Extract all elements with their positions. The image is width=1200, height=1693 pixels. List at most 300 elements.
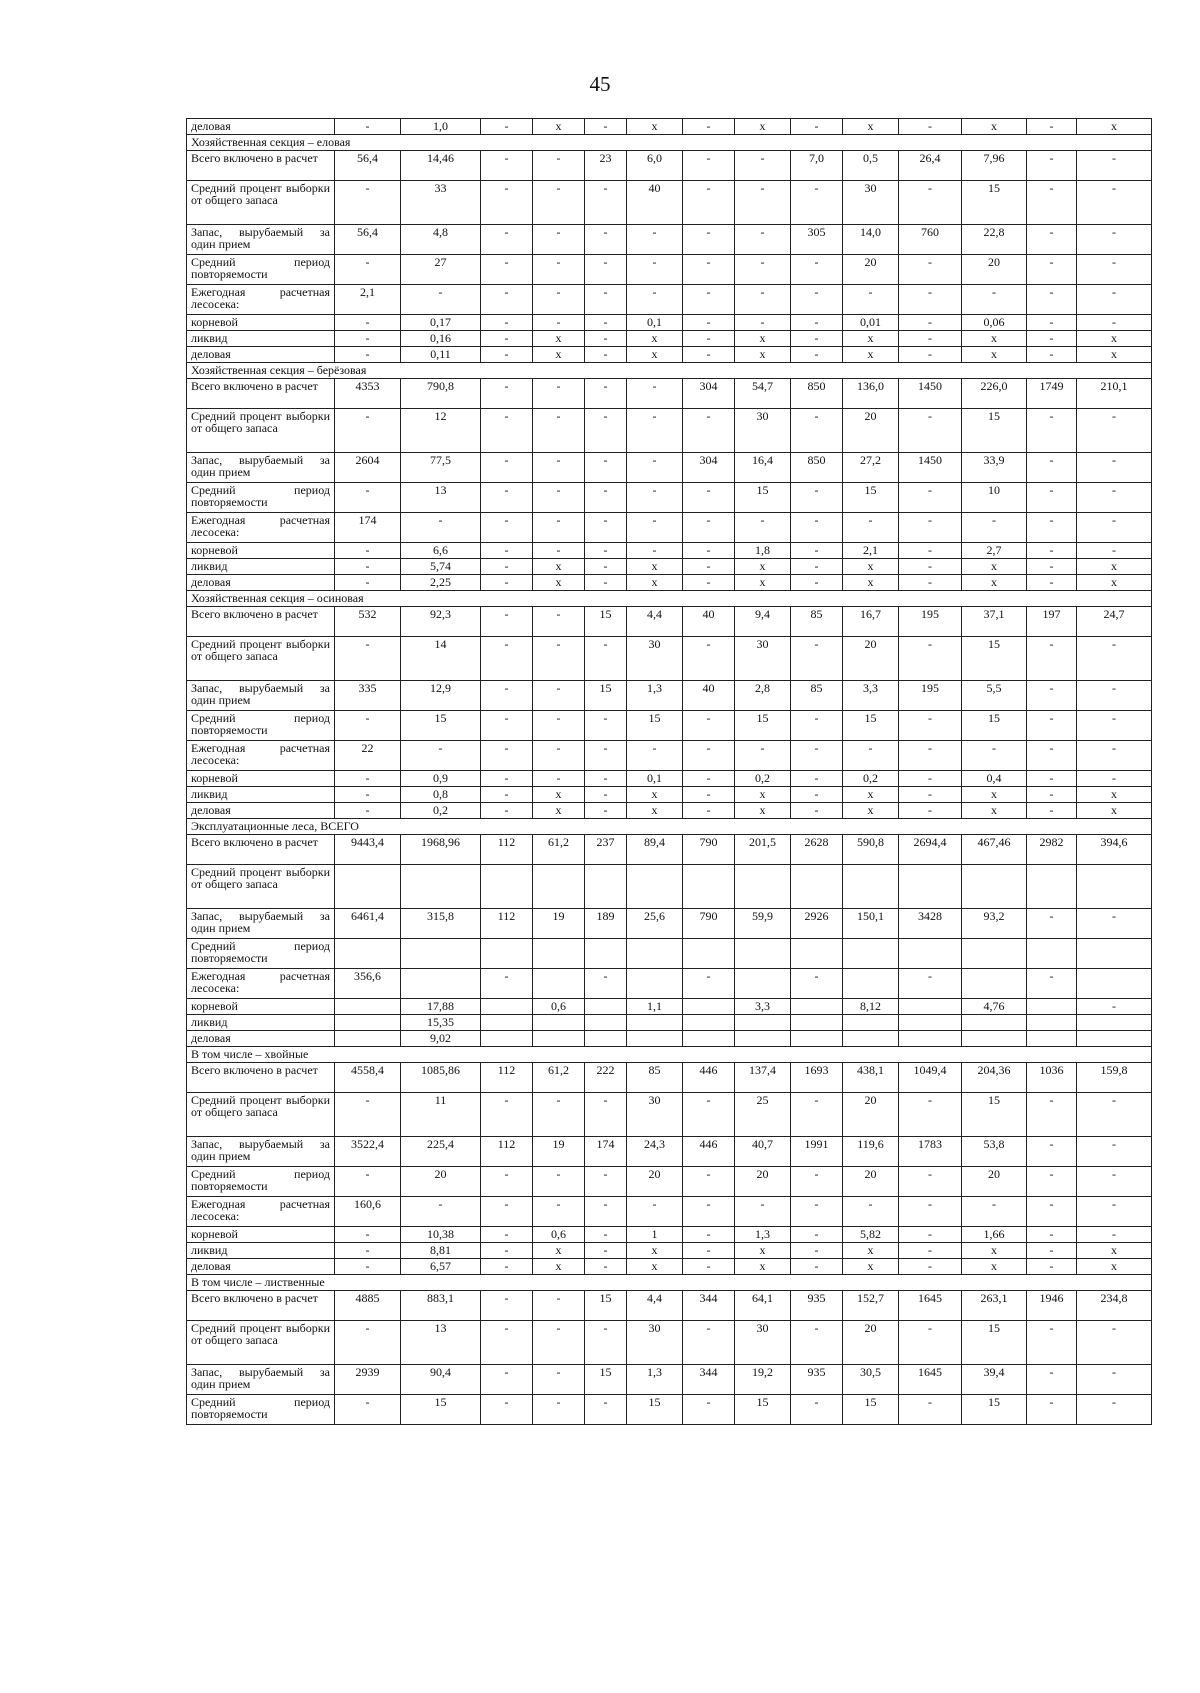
table-cell: -: [843, 741, 899, 771]
row-label: ликвид: [187, 787, 335, 803]
table-cell: 225,4: [401, 1137, 481, 1167]
table-row: [187, 1259, 1152, 1275]
table-cell: [791, 1031, 843, 1047]
table-cell: [962, 939, 1027, 969]
table-row: [187, 909, 1152, 939]
table-cell: 4558,4: [335, 1063, 401, 1093]
table-cell: х: [627, 331, 683, 347]
table-cell: 2628: [791, 835, 843, 865]
table-cell: 356,6: [335, 969, 401, 999]
table-row: [187, 1227, 1152, 1243]
table-cell: 15: [843, 483, 899, 513]
table-cell: -: [791, 315, 843, 331]
table-cell: 1036: [1027, 1063, 1077, 1093]
table-cell: -: [1077, 1365, 1152, 1395]
table-cell: -: [401, 285, 481, 315]
table-cell: -: [1027, 681, 1077, 711]
row-label: Средний период повторяемости: [187, 1167, 335, 1197]
table-cell: -: [481, 1291, 533, 1321]
table-body: [187, 119, 1152, 1425]
table-cell: -: [533, 1093, 585, 1137]
table-cell: -: [1077, 151, 1152, 181]
row-label: ликвид: [187, 559, 335, 575]
table-cell: -: [1027, 347, 1077, 363]
table-cell: -: [683, 513, 735, 543]
row-label: Запас, вырубаемый за один прием: [187, 1137, 335, 1167]
table-cell: х: [962, 1243, 1027, 1259]
table-cell: 112: [481, 835, 533, 865]
table-cell: -: [791, 1243, 843, 1259]
table-cell: 467,46: [962, 835, 1027, 865]
table-cell: -: [585, 285, 627, 315]
table-cell: -: [481, 681, 533, 711]
table-cell: 15: [627, 1395, 683, 1425]
table-cell: 15: [585, 1291, 627, 1321]
table-cell: -: [683, 575, 735, 591]
table-cell: 0,4: [962, 771, 1027, 787]
table-cell: -: [585, 1227, 627, 1243]
row-label: Всего включено в расчет: [187, 607, 335, 637]
table-cell: -: [791, 181, 843, 225]
table-cell: [585, 1015, 627, 1031]
table-cell: 15: [962, 637, 1027, 681]
table-cell: -: [791, 741, 843, 771]
table-cell: 0,2: [401, 803, 481, 819]
table-cell: 9443,4: [335, 835, 401, 865]
row-label: Средний процент выборки от общего запаса: [187, 1093, 335, 1137]
row-label: Средний период повторяемости: [187, 711, 335, 741]
table-cell: х: [843, 347, 899, 363]
table-cell: [533, 1015, 585, 1031]
table-cell: -: [585, 543, 627, 559]
table-row: [187, 483, 1152, 513]
table-row: [187, 1395, 1152, 1425]
table-cell: 0,16: [401, 331, 481, 347]
table-cell: х: [962, 331, 1027, 347]
table-cell: -: [585, 181, 627, 225]
table-cell: -: [899, 711, 962, 741]
table-cell: -: [627, 285, 683, 315]
table-cell: -: [585, 409, 627, 453]
table-cell: 4885: [335, 1291, 401, 1321]
table-cell: -: [899, 969, 962, 999]
table-cell: 13: [401, 483, 481, 513]
table-cell: 2,7: [962, 543, 1027, 559]
table-cell: -: [533, 1321, 585, 1365]
row-label: корневой: [187, 1227, 335, 1243]
table-cell: 344: [683, 1291, 735, 1321]
table-cell: 1,8: [735, 543, 791, 559]
table-cell: -: [585, 453, 627, 483]
table-cell: -: [899, 255, 962, 285]
table-cell: 20: [843, 637, 899, 681]
table-cell: -: [627, 483, 683, 513]
table-cell: -: [683, 1093, 735, 1137]
section-header-row: [187, 363, 1152, 379]
table-cell: -: [585, 255, 627, 285]
table-cell: х: [843, 119, 899, 135]
table-cell: -: [481, 379, 533, 409]
table-cell: -: [899, 181, 962, 225]
table-row: [187, 543, 1152, 559]
row-label: ликвид: [187, 1015, 335, 1031]
row-label: Всего включено в расчет: [187, 1291, 335, 1321]
table-cell: 4,4: [627, 1291, 683, 1321]
table-cell: [791, 865, 843, 909]
table-cell: -: [335, 803, 401, 819]
table-cell: -: [481, 607, 533, 637]
row-label: корневой: [187, 543, 335, 559]
table-cell: -: [335, 1243, 401, 1259]
table-cell: 237: [585, 835, 627, 865]
table-cell: 0,2: [843, 771, 899, 787]
table-cell: 15: [843, 1395, 899, 1425]
row-label: Запас, вырубаемый за один прием: [187, 681, 335, 711]
row-label: Запас, вырубаемый за один прием: [187, 909, 335, 939]
table-row: [187, 607, 1152, 637]
table-cell: -: [683, 803, 735, 819]
table-cell: [481, 1015, 533, 1031]
table-cell: [401, 969, 481, 999]
table-cell: 935: [791, 1365, 843, 1395]
table-cell: 1,3: [627, 681, 683, 711]
table-cell: -: [791, 119, 843, 135]
table-cell: -: [335, 483, 401, 513]
table-cell: 222: [585, 1063, 627, 1093]
table-cell: -: [1027, 575, 1077, 591]
table-row: [187, 865, 1152, 909]
table-cell: -: [683, 347, 735, 363]
table-cell: 40: [683, 681, 735, 711]
table-cell: -: [1027, 711, 1077, 741]
table-cell: 20: [843, 1093, 899, 1137]
table-cell: -: [899, 347, 962, 363]
table-cell: 20: [843, 255, 899, 285]
table-cell: -: [791, 513, 843, 543]
table-cell: 19,2: [735, 1365, 791, 1395]
table-cell: -: [1027, 1365, 1077, 1395]
table-cell: -: [1077, 285, 1152, 315]
table-cell: -: [585, 741, 627, 771]
table-cell: 20: [627, 1167, 683, 1197]
table-cell: 195: [899, 607, 962, 637]
section-title: Хозяйственная секция – берёзовая: [187, 363, 1152, 379]
table-cell: 15: [627, 711, 683, 741]
table-cell: [962, 1031, 1027, 1047]
table-cell: [627, 969, 683, 999]
row-label: Средний процент выборки от общего запаса: [187, 637, 335, 681]
table-cell: -: [585, 711, 627, 741]
table-cell: х: [533, 787, 585, 803]
table-cell: 15: [962, 1395, 1027, 1425]
table-cell: -: [683, 1259, 735, 1275]
table-cell: 152,7: [843, 1291, 899, 1321]
table-cell: -: [585, 559, 627, 575]
table-cell: х: [843, 1259, 899, 1275]
table-cell: -: [533, 681, 585, 711]
table-cell: -: [791, 543, 843, 559]
table-cell: 1049,4: [899, 1063, 962, 1093]
table-row: [187, 711, 1152, 741]
table-cell: 2604: [335, 453, 401, 483]
table-cell: 335: [335, 681, 401, 711]
table-row: [187, 1167, 1152, 1197]
table-cell: -: [585, 1321, 627, 1365]
table-cell: х: [962, 1259, 1027, 1275]
table-cell: -: [899, 409, 962, 453]
table-cell: -: [1077, 409, 1152, 453]
table-cell: 40,7: [735, 1137, 791, 1167]
table-cell: -: [683, 637, 735, 681]
section-title: Эксплуатационные леса, ВСЕГО: [187, 819, 1152, 835]
table-cell: -: [1077, 637, 1152, 681]
table-cell: х: [1077, 1259, 1152, 1275]
table-cell: -: [533, 225, 585, 255]
table-cell: 394,6: [1077, 835, 1152, 865]
table-cell: -: [791, 347, 843, 363]
table-cell: 9,4: [735, 607, 791, 637]
table-cell: -: [1077, 483, 1152, 513]
table-cell: [962, 865, 1027, 909]
table-cell: [683, 999, 735, 1015]
table-cell: [1077, 939, 1152, 969]
table-cell: х: [533, 331, 585, 347]
table-cell: -: [1027, 771, 1077, 787]
table-cell: 24,3: [627, 1137, 683, 1167]
table-cell: 1749: [1027, 379, 1077, 409]
table-cell: 204,36: [962, 1063, 1027, 1093]
table-cell: х: [1077, 803, 1152, 819]
table-cell: 1450: [899, 379, 962, 409]
table-cell: -: [481, 453, 533, 483]
table-cell: -: [791, 969, 843, 999]
table-cell: 0,01: [843, 315, 899, 331]
table-cell: -: [481, 741, 533, 771]
table-cell: х: [1077, 331, 1152, 347]
table-cell: 2,1: [843, 543, 899, 559]
table-cell: 89,4: [627, 835, 683, 865]
table-cell: 20: [843, 1167, 899, 1197]
table-cell: -: [683, 409, 735, 453]
table-cell: 0,5: [843, 151, 899, 181]
table-cell: -: [481, 483, 533, 513]
table-cell: х: [962, 803, 1027, 819]
table-cell: [791, 999, 843, 1015]
table-cell: 85: [791, 607, 843, 637]
table-cell: -: [481, 315, 533, 331]
table-cell: 305: [791, 225, 843, 255]
table-cell: 61,2: [533, 1063, 585, 1093]
table-cell: 2926: [791, 909, 843, 939]
table-cell: х: [627, 575, 683, 591]
table-cell: -: [683, 787, 735, 803]
row-label: Всего включено в расчет: [187, 835, 335, 865]
table-cell: -: [735, 181, 791, 225]
table-cell: -: [735, 1197, 791, 1227]
row-label: Ежегодная расчетная лесосека:: [187, 285, 335, 315]
table-cell: -: [1077, 255, 1152, 285]
table-cell: -: [899, 637, 962, 681]
table-cell: [899, 1031, 962, 1047]
table-cell: -: [791, 255, 843, 285]
table-cell: 160,6: [335, 1197, 401, 1227]
table-cell: 1,3: [627, 1365, 683, 1395]
table-cell: 2,25: [401, 575, 481, 591]
table-cell: х: [1077, 1243, 1152, 1259]
table-cell: -: [585, 315, 627, 331]
table-row: [187, 803, 1152, 819]
table-cell: -: [683, 711, 735, 741]
table-cell: х: [627, 1259, 683, 1275]
table-cell: 85: [627, 1063, 683, 1093]
table-cell: 112: [481, 1063, 533, 1093]
table-cell: 30: [627, 1321, 683, 1365]
table-cell: -: [481, 1243, 533, 1259]
table-cell: -: [335, 575, 401, 591]
table-cell: 27: [401, 255, 481, 285]
table-cell: -: [683, 1167, 735, 1197]
table-cell: -: [683, 559, 735, 575]
table-cell: [627, 1015, 683, 1031]
table-cell: -: [1077, 513, 1152, 543]
row-label: Ежегодная расчетная лесосека:: [187, 513, 335, 543]
table-cell: х: [843, 559, 899, 575]
table-cell: -: [899, 1243, 962, 1259]
table-cell: -: [735, 151, 791, 181]
table-cell: 15: [962, 181, 1027, 225]
table-cell: -: [481, 969, 533, 999]
table-row: [187, 575, 1152, 591]
table-cell: -: [683, 331, 735, 347]
table-cell: [335, 939, 401, 969]
table-cell: 935: [791, 1291, 843, 1321]
table-cell: -: [335, 1167, 401, 1197]
table-cell: 20: [843, 409, 899, 453]
table-cell: -: [533, 711, 585, 741]
table-cell: -: [899, 787, 962, 803]
table-cell: -: [481, 1365, 533, 1395]
row-label: корневой: [187, 315, 335, 331]
table-cell: [735, 865, 791, 909]
table-row: [187, 453, 1152, 483]
table-cell: [533, 969, 585, 999]
table-cell: [481, 865, 533, 909]
table-cell: -: [481, 1197, 533, 1227]
row-label: деловая: [187, 1031, 335, 1047]
table-cell: 15: [585, 1365, 627, 1395]
table-cell: [1077, 865, 1152, 909]
section-header-row: [187, 1275, 1152, 1291]
table-row: [187, 225, 1152, 255]
row-label: Всего включено в расчет: [187, 379, 335, 409]
table-cell: 30: [627, 637, 683, 681]
table-row: [187, 999, 1152, 1015]
table-cell: -: [791, 1093, 843, 1137]
table-row: [187, 787, 1152, 803]
table-cell: -: [481, 347, 533, 363]
table-cell: -: [335, 1259, 401, 1275]
table-cell: -: [1027, 1093, 1077, 1137]
table-cell: -: [683, 543, 735, 559]
table-cell: 1946: [1027, 1291, 1077, 1321]
table-cell: -: [533, 543, 585, 559]
table-row: [187, 1137, 1152, 1167]
table-cell: 13: [401, 1321, 481, 1365]
table-cell: х: [627, 803, 683, 819]
table-cell: -: [533, 513, 585, 543]
table-cell: 15: [962, 409, 1027, 453]
table-cell: -: [962, 285, 1027, 315]
table-cell: 790: [683, 909, 735, 939]
table-cell: 15,35: [401, 1015, 481, 1031]
table-cell: 39,4: [962, 1365, 1027, 1395]
table-cell: -: [1027, 1227, 1077, 1243]
table-cell: 8,12: [843, 999, 899, 1015]
table-cell: [627, 1031, 683, 1047]
table-cell: 137,4: [735, 1063, 791, 1093]
table-row: [187, 409, 1152, 453]
table-cell: -: [481, 1167, 533, 1197]
table-cell: х: [533, 119, 585, 135]
table-cell: -: [843, 1197, 899, 1227]
row-label: Средний период повторяемости: [187, 1395, 335, 1425]
table-cell: 14,0: [843, 225, 899, 255]
table-cell: 344: [683, 1365, 735, 1395]
table-cell: -: [1027, 285, 1077, 315]
table-cell: [735, 939, 791, 969]
table-cell: х: [843, 1243, 899, 1259]
table-cell: х: [1077, 347, 1152, 363]
table-cell: 159,8: [1077, 1063, 1152, 1093]
table-cell: -: [1027, 1321, 1077, 1365]
table-cell: [735, 969, 791, 999]
table-cell: 210,1: [1077, 379, 1152, 409]
table-row: [187, 1321, 1152, 1365]
table-cell: -: [1027, 559, 1077, 575]
table-cell: -: [1077, 999, 1152, 1015]
table-cell: 150,1: [843, 909, 899, 939]
table-cell: 56,4: [335, 151, 401, 181]
table-cell: -: [791, 1259, 843, 1275]
table-cell: 33,9: [962, 453, 1027, 483]
table-cell: 1991: [791, 1137, 843, 1167]
table-row: [187, 181, 1152, 225]
table-cell: 119,6: [843, 1137, 899, 1167]
table-cell: х: [533, 575, 585, 591]
table-cell: 15: [401, 1395, 481, 1425]
table-cell: 0,06: [962, 315, 1027, 331]
table-row: [187, 939, 1152, 969]
table-cell: [1077, 969, 1152, 999]
table-cell: 3522,4: [335, 1137, 401, 1167]
table-row: [187, 1063, 1152, 1093]
table-cell: 92,3: [401, 607, 481, 637]
table-cell: 14: [401, 637, 481, 681]
table-cell: -: [335, 771, 401, 787]
table-cell: 1693: [791, 1063, 843, 1093]
table-cell: -: [335, 409, 401, 453]
table-cell: х: [533, 1259, 585, 1275]
table-cell: 136,0: [843, 379, 899, 409]
table-cell: 0,6: [533, 999, 585, 1015]
table-row: [187, 1093, 1152, 1137]
table-cell: -: [481, 771, 533, 787]
table-cell: 15: [962, 711, 1027, 741]
table-cell: [962, 969, 1027, 999]
table-cell: х: [735, 347, 791, 363]
table-cell: 1645: [899, 1291, 962, 1321]
table-cell: -: [1077, 681, 1152, 711]
